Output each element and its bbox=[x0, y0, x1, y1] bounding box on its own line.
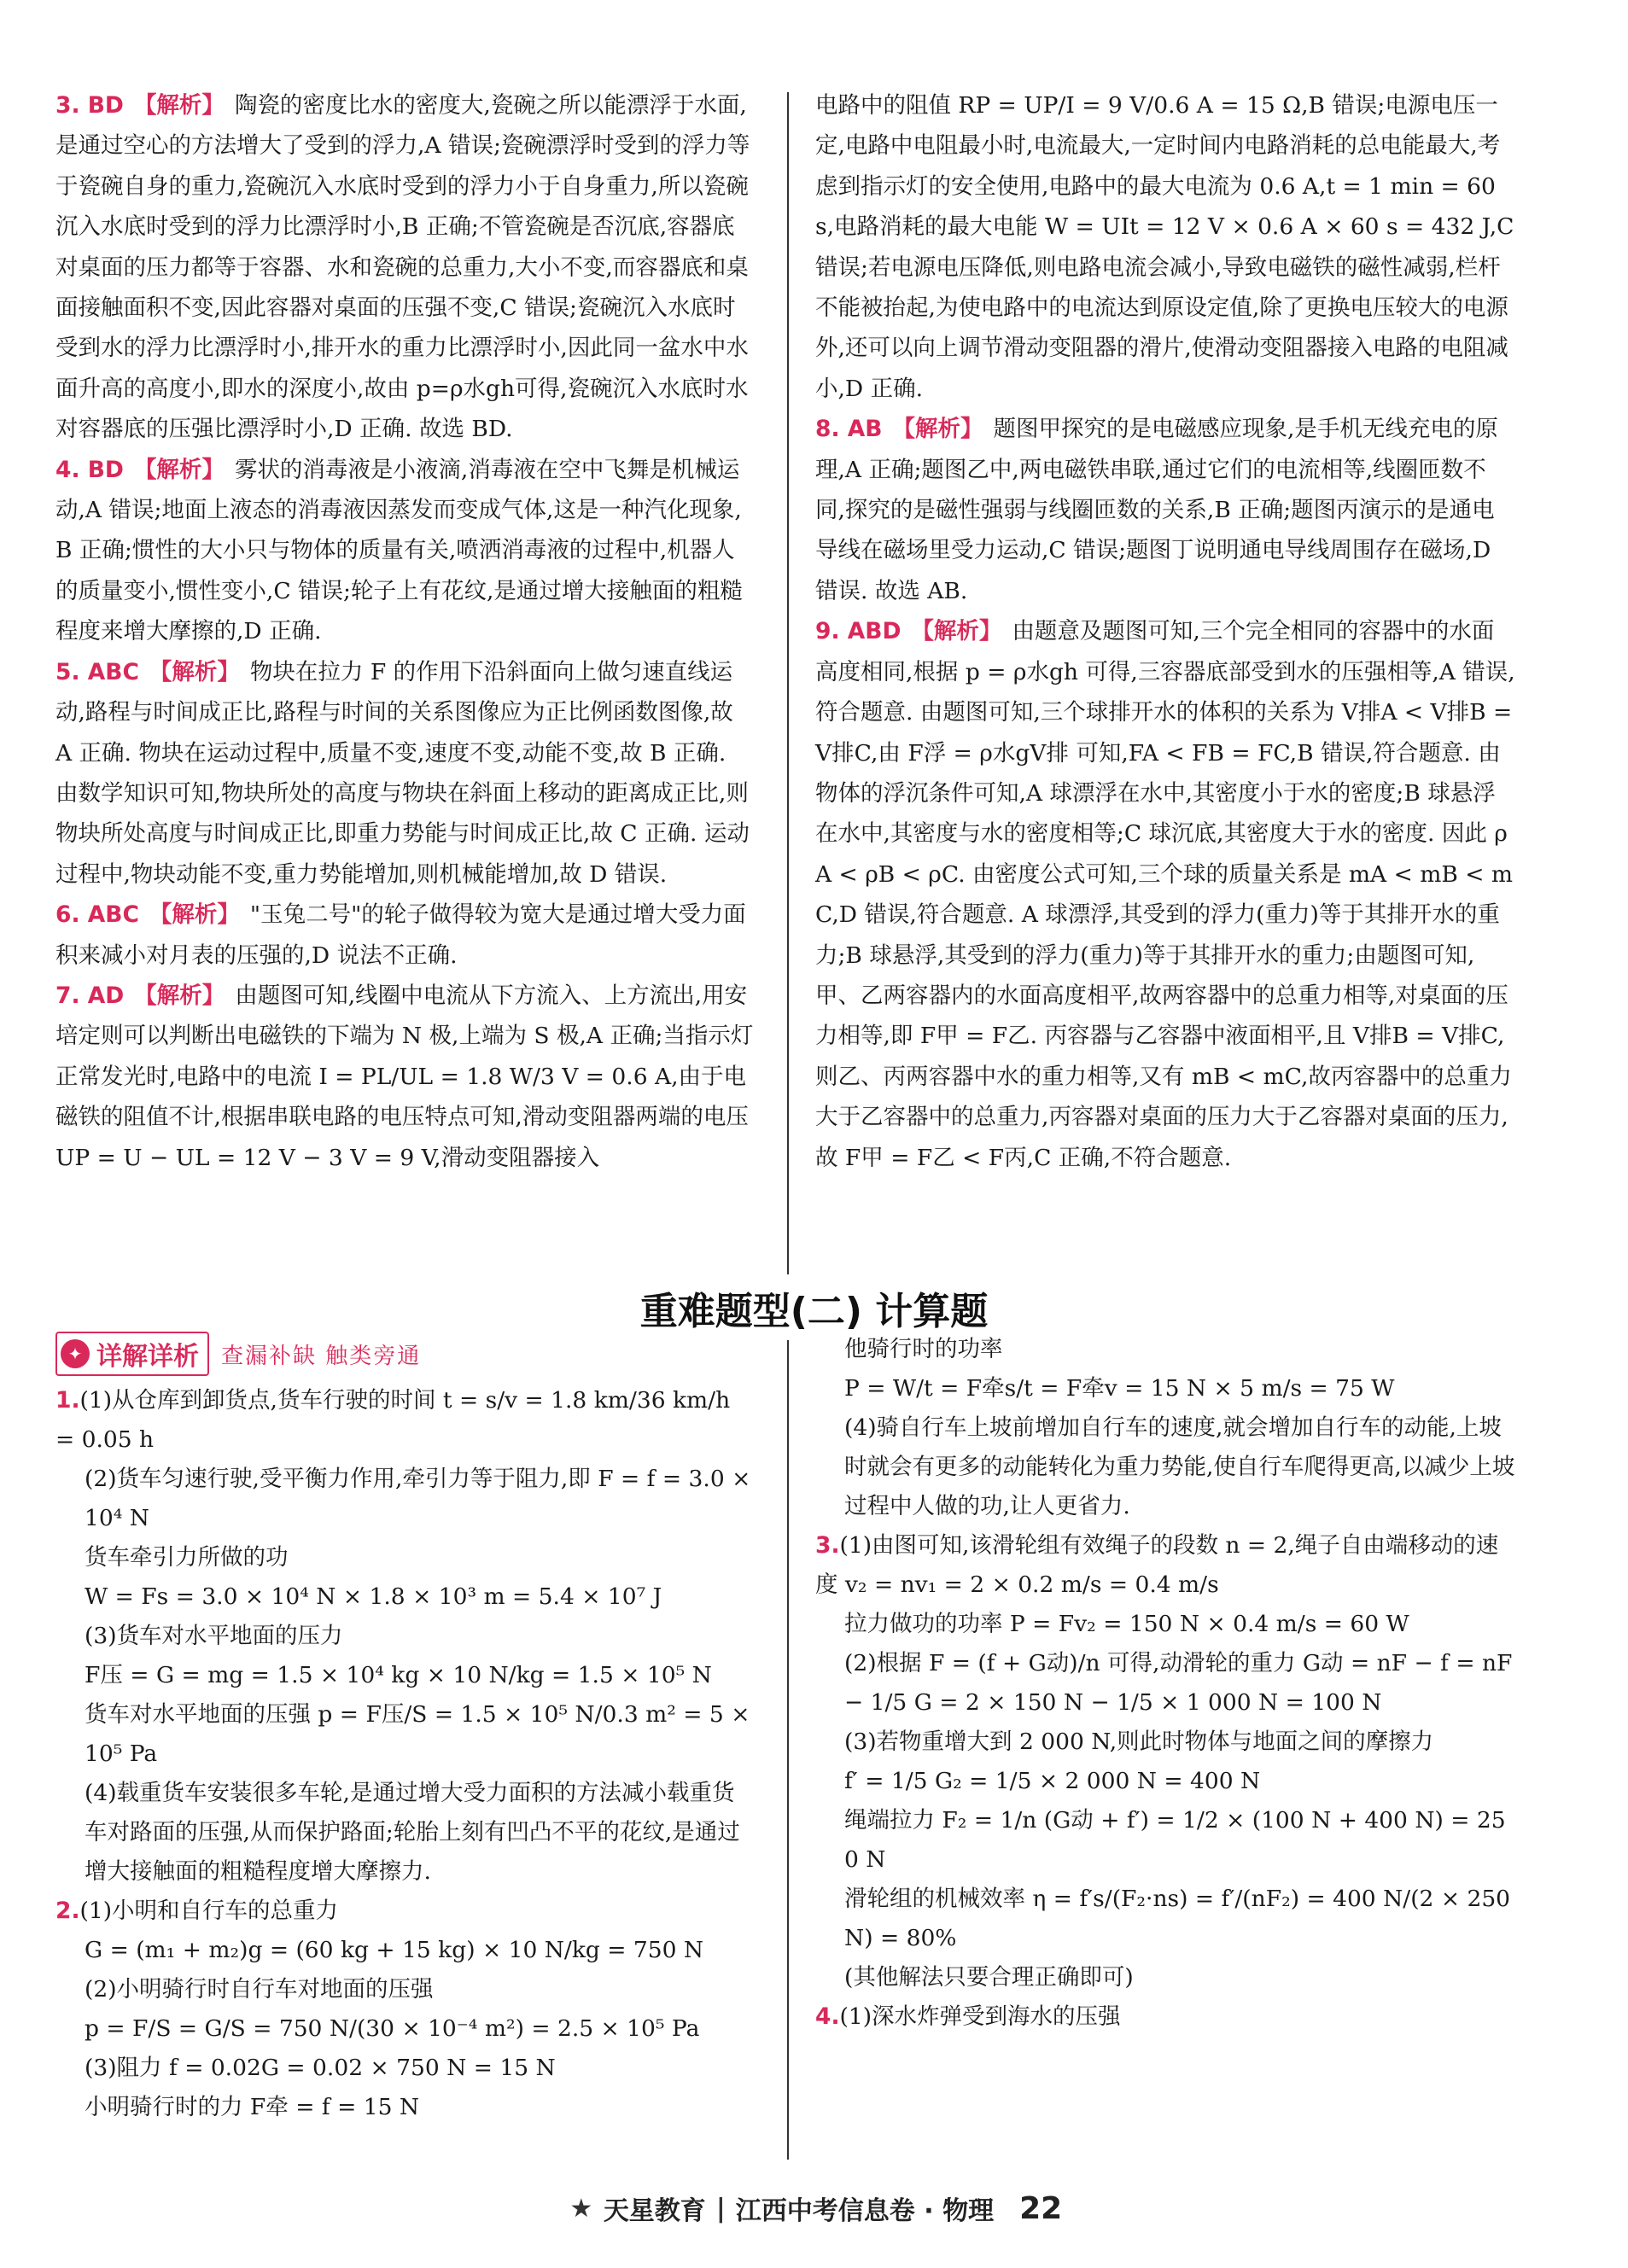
solution-text: (3)阻力 f = 0.02G = 0.02 × 750 N = 15 N bbox=[85, 2055, 556, 2081]
solution-text: 滑轮组的机械效率 η = f′s/(F₂·ns) = f′/(nF₂) = 400 N/(2 × 250 N) = 80% bbox=[844, 1886, 1511, 1951]
calc-left-column bbox=[55, 1381, 756, 2127]
answer-text: 陶瓷的密度比水的密度大,瓷碗之所以能漂浮于水面,是通过空心的方法增大了受到的浮力,A 错误;瓷碗漂浮时受到的浮力等于瓷碗自身的重力,瓷碗沉入水底时受到的浮力小于自身重力,所以瓷碗沉入水底时受到的浮力比漂浮时小,B 正确;不管瓷碗是否沉底,容器底对桌面的压力都等于容器、水和瓷碗的总重力,大小不变,而容器底和桌面接触面积不变,因此容器对桌面的压强不变,C 错误;瓷碗沉入水底时受到水的浮力比漂浮时小,排开水的重力比漂浮时小,因此同一盆水中水面升高的高度小,即水的深度小,故由 p=ρ水gh可得,瓷碗沉入水底时水对容器底的压强比漂浮时小,D 正确. 故选 BD. bbox=[55, 92, 750, 443]
analysis-tag: 【解析】 bbox=[134, 982, 225, 1009]
solution-text: 他骑行时的功率 bbox=[844, 1336, 1003, 1362]
solution-line bbox=[55, 1577, 756, 1617]
badge-tag bbox=[55, 1332, 209, 1376]
solution-text: 货车牵引力所做的功 bbox=[85, 1544, 289, 1571]
answer-text: 电路中的阻值 RP = UP/I = 9 V/0.6 A = 15 Ω,B 错误;电源电压一定,电路中电阻最小时,电流最大,一定时间内电路消耗的总电能最大,考虑到指示灯的安全使用,电路中的最大电流为 0.6 A,t = 1 min = 60 s,电路消耗的最大电能 W = UIt = 12 V × 0.6 A × 60 s = 432 J,C 错误;若电源电压降低,则电路电流会减小,导致电磁铁的磁性减弱,栏杆不能被抬起,为使电路中的电流达到原设定值,除了更换电压较大的电源外,还可以向上调节滑动变阻器的滑片,使滑动变阻器接入电路的电阻减小,D 正确. bbox=[815, 92, 1514, 402]
answer-item bbox=[55, 976, 756, 1178]
solution-line bbox=[815, 1526, 1515, 1605]
answer-text: 由题意及题图可知,三个完全相同的容器中的水面高度相同,根据 p = ρ水gh 可得,三容器底部受到水的压强相等,A 错误,符合题意. 由题图可知,三个球排开水的体积的关系为 V排A < V排B = V排C,由 F浮 = ρ水gV排 可知,FA < FB = FC,B 错误,符合题意. 由物体的浮沉条件可知,A 球漂浮在水中,其密度小于水的密度;B 球悬浮在水中,其密度与水的密度相等;C 球沉底,其密度大于水的密度. 因此 ρA < ρB < ρC. 由密度公式可知,三个球的质量关系是 mA < mB < mC,D 错误,符合题意. A 球漂浮,其受到的浮力(重力)等于其排开水的重力;B 球悬浮,其受到的浮力(重力)等于其排开水的重力;由题图可知,甲、乙两容器内的水面高度相平,故两容器中的总重力相等,对桌面的压力相等,即 F甲 = F乙. 丙容器与乙容器中液面相平,且 V排B = V排C,则乙、丙两容器中水的重力相等,又有 mB < mC,故丙容器中的总重力大于乙容器中的总重力,丙容器对桌面的压力大于乙容器对桌面的压力,故 F甲 = F乙 < F丙,C 正确,不符合题意. bbox=[815, 618, 1515, 1171]
question-number: 3. bbox=[815, 1532, 840, 1559]
answer-item bbox=[55, 85, 756, 450]
answers-left-column bbox=[55, 85, 756, 1178]
solution-line bbox=[815, 1369, 1515, 1408]
solution-text: (2)根据 F = (f + G动)/n 可得,动滑轮的重力 G动 = nF − f = nF − 1/5 G = 2 × 150 N − 1/5 × 1 000 N = 100 N bbox=[844, 1650, 1513, 1716]
solution-line bbox=[815, 1605, 1515, 1644]
answer-number: 4. BD bbox=[55, 456, 124, 483]
solution-text: p = F/S = G/S = 750 N/(30 × 10⁻⁴ m²) = 2.5 × 10⁵ Pa bbox=[85, 2015, 700, 2042]
question-number: 4. bbox=[815, 2003, 840, 2030]
solution-text: 拉力做功的功率 P = Fv₂ = 150 N × 0.4 m/s = 60 W bbox=[844, 1611, 1409, 1637]
star-logo-icon: ★ bbox=[569, 2193, 593, 2224]
answer-number: 6. ABC bbox=[55, 901, 139, 929]
solution-line bbox=[55, 1970, 756, 2009]
solution-line bbox=[55, 2088, 756, 2127]
solution-line bbox=[55, 1617, 756, 1656]
detail-badge bbox=[55, 1332, 421, 1376]
answers-right-column bbox=[815, 85, 1515, 1178]
solution-text: 小明骑行时的力 F牵 = f = 15 N bbox=[85, 2094, 420, 2120]
solution-line bbox=[55, 1774, 756, 1892]
answer-number: 9. ABD bbox=[815, 618, 902, 645]
answer-text: 物块在拉力 F 的作用下沿斜面向上做匀速直线运动,路程与时间成正比,路程与时间的关系图像应为正比例函数图像,故 A 正确. 物块在运动过程中,质量不变,速度不变,动能不变,故 B 正确. 由数学知识可知,物块所处的高度与物块在斜面上移动的距离成正比,则物块所处高度与时间成正比,即重力势能与时间成正比,故 C 正确. 运动过程中,物块动能不变,重力势能增加,则机械能增加,故 D 错误. bbox=[55, 658, 750, 888]
solution-line bbox=[815, 1880, 1515, 1958]
calc-right-column bbox=[815, 1330, 1515, 2037]
question-number: 1. bbox=[55, 1387, 80, 1414]
solution-line bbox=[815, 1958, 1515, 1997]
answer-number: 8. AB bbox=[815, 416, 883, 443]
solution-text: 绳端拉力 F₂ = 1/n (G动 + f′) = 1/2 × (100 N + 400 N) = 250 N bbox=[844, 1807, 1506, 1873]
analysis-tag: 【解析】 bbox=[133, 92, 225, 119]
solution-line bbox=[815, 1723, 1515, 1762]
question-number: 2. bbox=[55, 1898, 80, 1924]
solution-line bbox=[55, 1538, 756, 1577]
solution-text: (1)从仓库到卸货点,货车行驶的时间 t = s/v = 1.8 km/36 km/h = 0.05 h bbox=[55, 1387, 731, 1453]
page-number: 22 bbox=[1019, 2190, 1063, 2226]
answer-text: 由题图可知,线圈中电流从下方流入、上方流出,用安培定则可以判断出电磁铁的下端为 N 极,上端为 S 极,A 正确;当指示灯正常发光时,电路中的电流 I = PL/UL = 1.8 W/3 V = 0.6 A,由于电磁铁的阻值不计,根据串联电路的电压特点可知,滑动变阻器两端的电压 UP = U − UL = 12 V − 3 V = 9 V,滑动变阻器接入 bbox=[55, 982, 754, 1171]
solution-line bbox=[815, 1997, 1515, 2037]
answer-item bbox=[55, 652, 756, 895]
solution-line bbox=[55, 1892, 756, 1931]
solution-line bbox=[55, 1695, 756, 1774]
analysis-tag: 【解析】 bbox=[133, 456, 225, 483]
solution-text: (4)骑自行车上坡前增加自行车的速度,就会增加自行车的动能,上坡时就会有更多的动能转化为重力势能,使自行车爬得更高,以减少上坡过程中人做的功,让人更省力. bbox=[844, 1414, 1515, 1519]
answer-number: 5. ABC bbox=[55, 658, 139, 685]
answer-item bbox=[815, 611, 1515, 1178]
footer-title: 江西中考信息卷 · 物理 bbox=[735, 2196, 995, 2226]
answer-text: 题图甲探究的是电磁感应现象,是手机无线充电的原理,A 正确;题图乙中,两电磁铁串联,通过它们的电流相等,线圈匝数不同,探究的是磁性强弱与线圈匝数的关系,B 正确;题图丙演示的是通电导线在磁场里受力运动,C 错误;题图丁说明通电导线周围存在磁场,D 错误. 故选 AB. bbox=[815, 416, 1498, 604]
solution-text: (2)货车匀速行驶,受平衡力作用,牵引力等于阻力,即 F = f = 3.0 × 10⁴ N bbox=[85, 1466, 751, 1531]
solution-text: (1)深水炸弹受到海水的压强 bbox=[839, 2003, 1121, 2030]
solution-line bbox=[815, 1408, 1515, 1526]
solution-line bbox=[815, 1330, 1515, 1369]
column-divider-lower bbox=[787, 1340, 789, 2160]
solution-text: (3)若物重增大到 2 000 N,则此时物体与地面之间的摩擦力 bbox=[844, 1729, 1434, 1755]
lightbulb-icon: ✦ bbox=[61, 1339, 90, 1368]
footer-separator: | bbox=[715, 2193, 726, 2224]
answer-number: 7. AD bbox=[55, 982, 125, 1009]
solution-line bbox=[55, 1931, 756, 1970]
solution-line bbox=[55, 2049, 756, 2088]
analysis-tag: 【解析】 bbox=[911, 618, 1002, 645]
solution-text: (2)小明骑行时自行车对地面的压强 bbox=[85, 1976, 434, 2003]
solution-text: (4)载重货车安装很多车轮,是通过增大受力面积的方法减小载重货车对路面的压强,从而保护路面;轮胎上刻有凹凸不平的花纹,是通过增大接触面的粗糙程度增大摩擦力. bbox=[85, 1780, 740, 1885]
solution-line bbox=[55, 1460, 756, 1538]
solution-text: (其他解法只要合理正确即可) bbox=[844, 1964, 1134, 1991]
answer-item bbox=[815, 85, 1515, 409]
solution-line bbox=[55, 2009, 756, 2049]
badge-subtitle: 查漏补缺 触类旁通 bbox=[221, 1343, 422, 1369]
answer-item bbox=[55, 895, 756, 976]
solution-line bbox=[815, 1644, 1515, 1723]
solution-text: (1)由图可知,该滑轮组有效绳子的段数 n = 2,绳子自由端移动的速度 v₂ = nv₁ = 2 × 0.2 m/s = 0.4 m/s bbox=[815, 1532, 1499, 1598]
section-title: 重难题型(二) 计算题 bbox=[639, 1290, 989, 1333]
footer-brand: 天星教育 bbox=[603, 2196, 706, 2226]
solution-line bbox=[55, 1381, 756, 1460]
solution-line bbox=[815, 1801, 1515, 1880]
page-footer bbox=[0, 2189, 1628, 2227]
solution-text: 货车对水平地面的压强 p = F压/S = 1.5 × 10⁵ N/0.3 m² = 5 × 10⁵ Pa bbox=[85, 1701, 750, 1767]
solution-text: (3)货车对水平地面的压力 bbox=[85, 1623, 343, 1649]
solution-line bbox=[815, 1762, 1515, 1801]
answer-text: "玉兔二号"的轮子做得较为宽大是通过增大受力面积来减小对月表的压强的,D 说法不正确. bbox=[55, 901, 746, 969]
solution-text: W = Fs = 3.0 × 10⁴ N × 1.8 × 10³ m = 5.4 × 10⁷ J bbox=[85, 1583, 662, 1610]
solution-text: f′ = 1/5 G₂ = 1/5 × 2 000 N = 400 N bbox=[844, 1768, 1261, 1794]
solution-text: F压 = G = mg = 1.5 × 10⁴ kg × 10 N/kg = 1.5 × 10⁵ N bbox=[85, 1662, 712, 1688]
answer-number: 3. BD bbox=[55, 92, 124, 119]
solution-text: P = W/t = F牵s/t = F牵v = 15 N × 5 m/s = 75 W bbox=[844, 1375, 1395, 1402]
answer-text: 雾状的消毒液是小液滴,消毒液在空中飞舞是机械运动,A 错误;地面上液态的消毒液因蒸发而变成气体,这是一种汽化现象,B 正确;惯性的大小只与物体的质量有关,喷洒消毒液的过程中,机器人的质量变小,惯性变小,C 错误;轮子上有花纹,是通过增大接触面的粗糙程度来增大摩擦的,D 正确. bbox=[55, 456, 743, 645]
solution-text: G = (m₁ + m₂)g = (60 kg + 15 kg) × 10 N/kg = 750 N bbox=[85, 1937, 704, 1963]
solution-line bbox=[55, 1656, 756, 1695]
column-divider bbox=[787, 92, 789, 1274]
analysis-tag: 【解析】 bbox=[892, 416, 983, 443]
answer-item bbox=[815, 409, 1515, 611]
answer-item bbox=[55, 450, 756, 652]
analysis-tag: 【解析】 bbox=[149, 658, 240, 685]
analysis-tag: 【解析】 bbox=[149, 901, 240, 929]
solution-text: (1)小明和自行车的总重力 bbox=[79, 1898, 339, 1924]
badge-label: 详解详析 bbox=[96, 1342, 199, 1372]
